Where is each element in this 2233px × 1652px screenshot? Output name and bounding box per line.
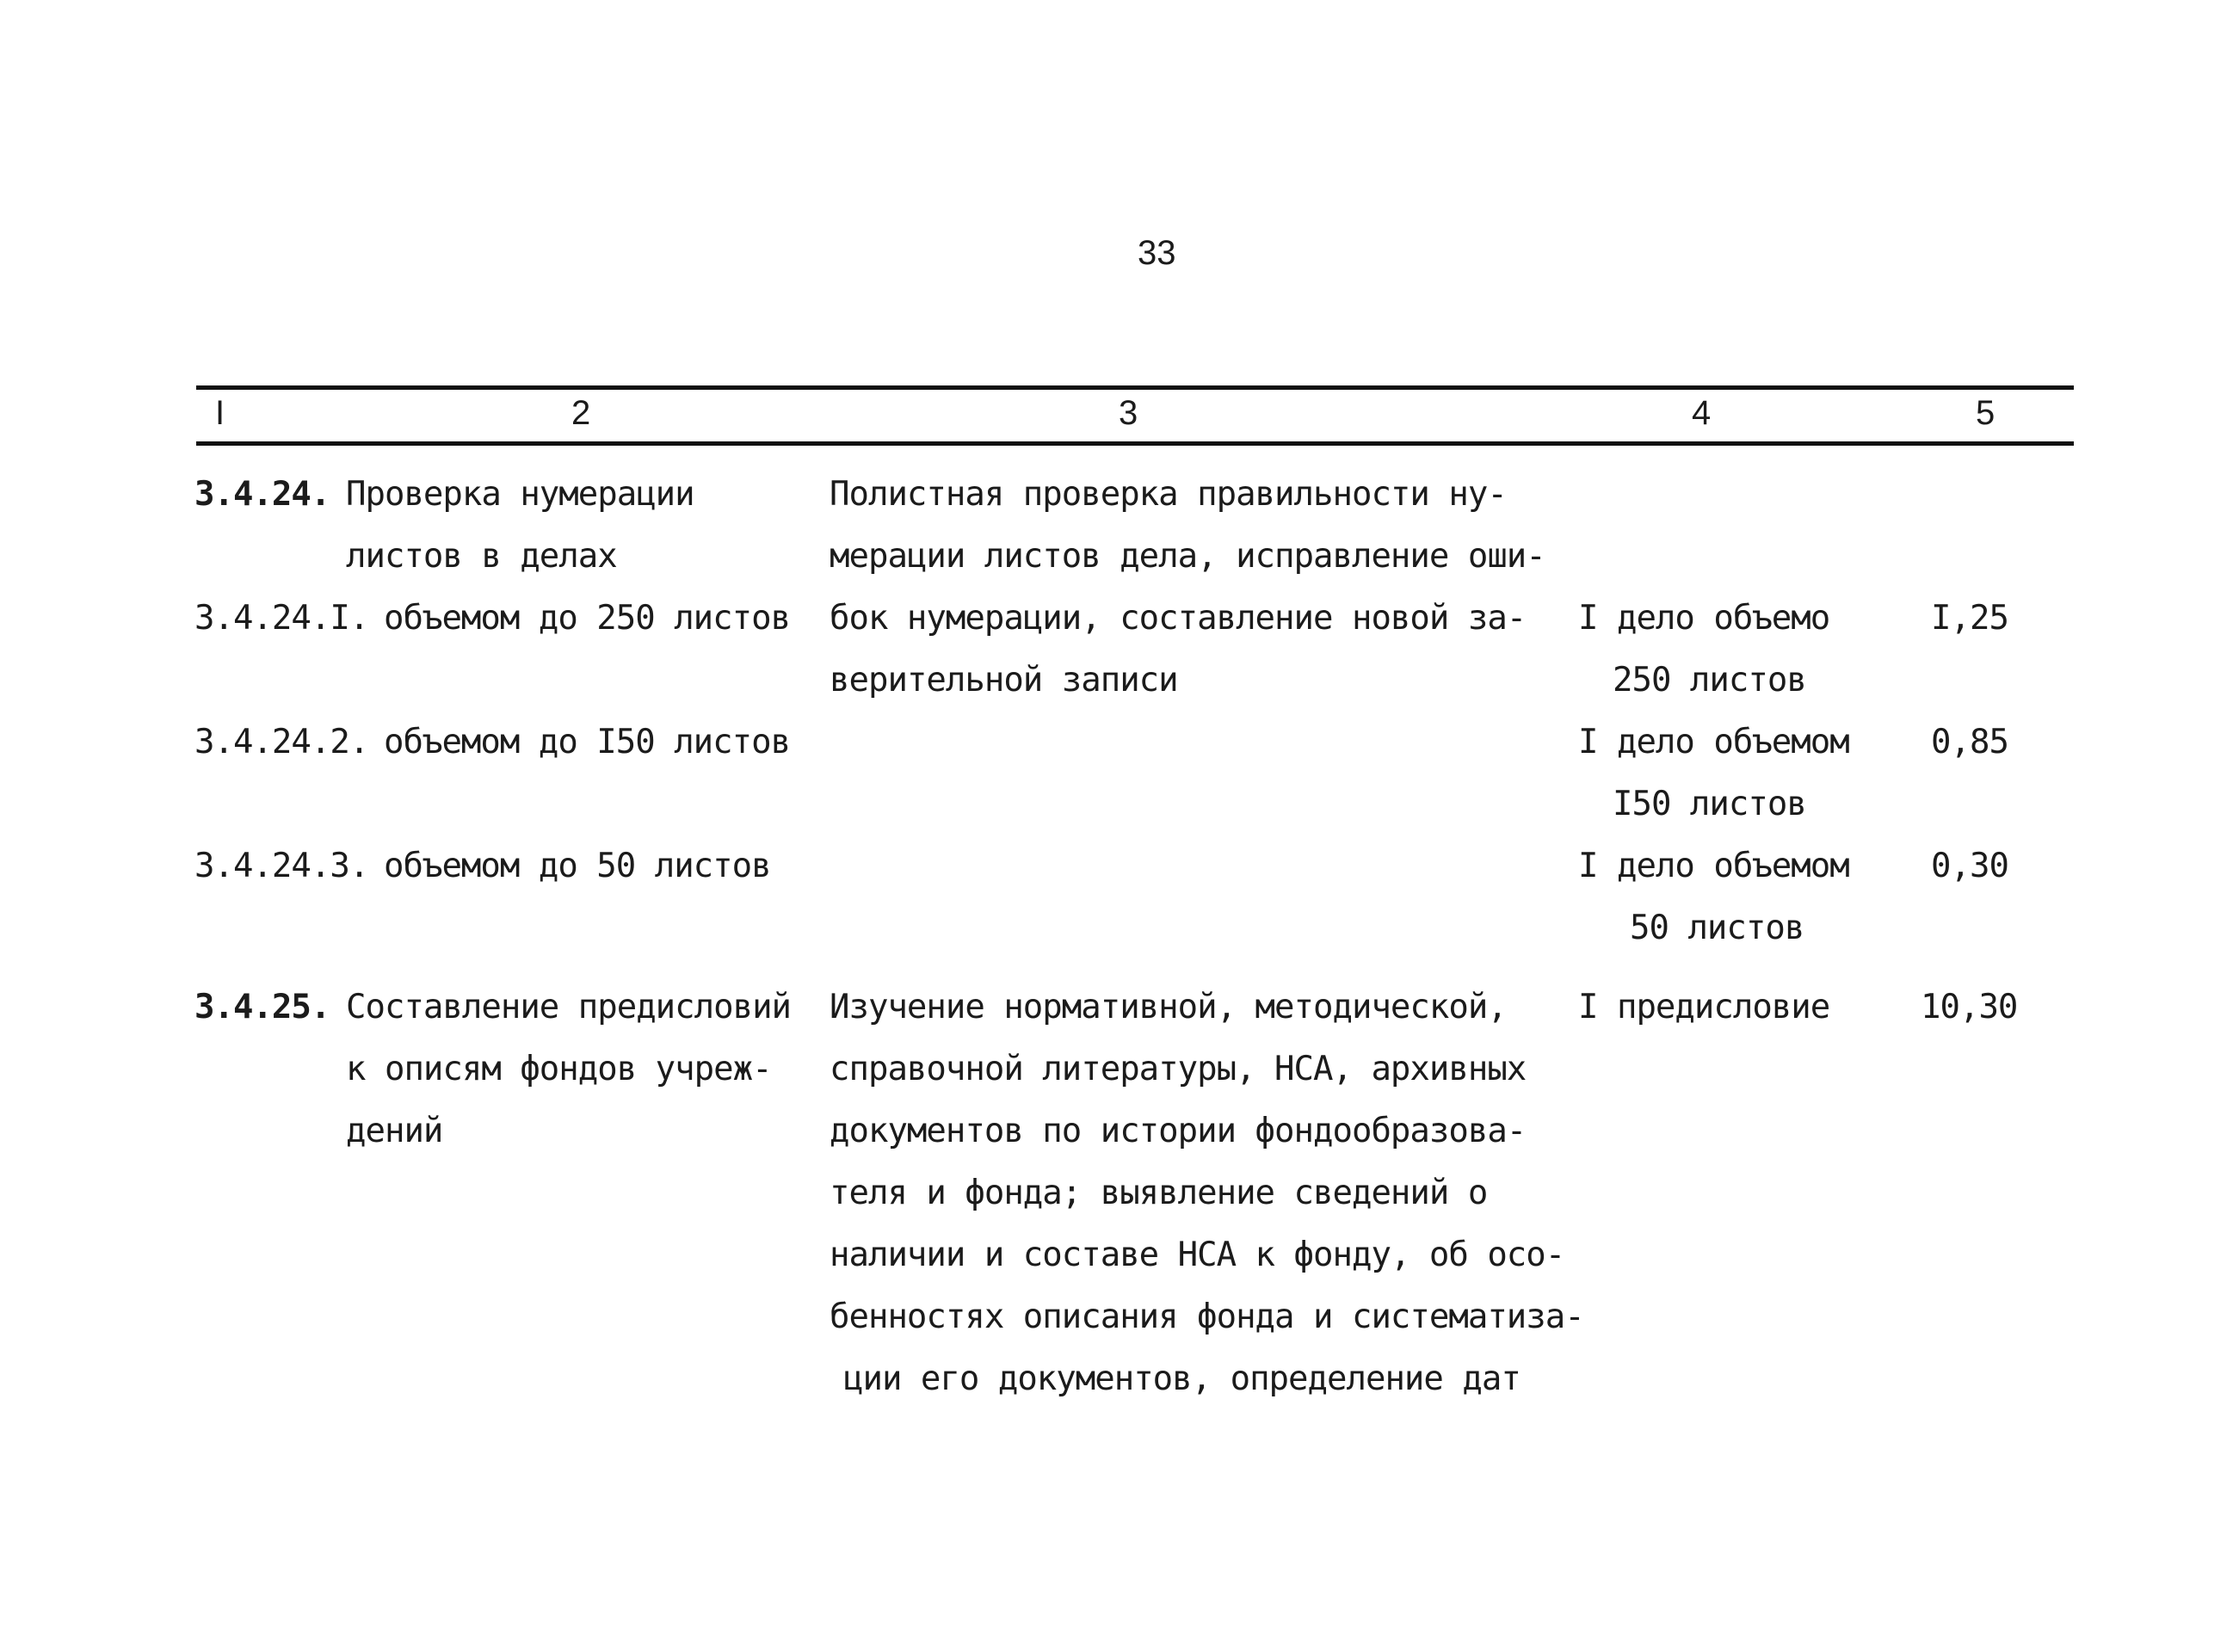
row-norm: 0,30 bbox=[1931, 847, 2008, 885]
row-code: 3.4.24.I. bbox=[194, 599, 369, 638]
row-name: объемом до 50 листов bbox=[384, 847, 771, 885]
column-header-3: 3 bbox=[1119, 394, 1138, 432]
row-description-line: бенностях описания фонда и систематиза- bbox=[830, 1298, 1584, 1336]
row-unit-line: 50 листов bbox=[1630, 909, 1804, 947]
row-description-line: Изучение нормативной, методической, bbox=[830, 988, 1507, 1026]
row-description-line: ции его документов, определение дат bbox=[843, 1359, 1521, 1398]
row-name: объемом до I50 листов bbox=[384, 723, 791, 761]
table-header-rule bbox=[196, 441, 2074, 446]
row-description-line: наличии и составе НСА к фонду, об осо- bbox=[830, 1236, 1565, 1274]
row-name-line: дений bbox=[346, 1112, 443, 1150]
column-header-5: 5 bbox=[1976, 394, 1996, 432]
column-header-1: I bbox=[215, 394, 225, 432]
row-code: 3.4.24. bbox=[194, 475, 330, 514]
row-unit-line: I дело объемо bbox=[1578, 599, 1830, 638]
row-norm: 0,85 bbox=[1931, 723, 2008, 761]
row-name: объемом до 250 листов bbox=[384, 599, 791, 638]
table-top-rule bbox=[196, 385, 2074, 390]
row-description-line: документов по истории фондообразова- bbox=[830, 1112, 1527, 1150]
column-header-4: 4 bbox=[1692, 394, 1712, 432]
row-unit-line: 250 листов bbox=[1613, 661, 1806, 700]
row-description-line: мерации листов дела, исправление оши- bbox=[830, 537, 1545, 576]
row-unit-line: I дело объемом bbox=[1578, 847, 1849, 885]
row-code: 3.4.24.3. bbox=[194, 847, 369, 885]
page-number: 33 bbox=[1138, 234, 1176, 272]
row-description-line: справочной литературы, НСА, архивных bbox=[830, 1050, 1527, 1088]
column-header-2: 2 bbox=[571, 394, 591, 432]
row-unit: I предисловие bbox=[1578, 988, 1830, 1026]
row-description-line: бок нумерации, составление новой за- bbox=[830, 599, 1527, 638]
row-code: 3.4.25. bbox=[194, 988, 330, 1026]
row-description-line: теля и фонда; выявление сведений о bbox=[830, 1174, 1488, 1212]
row-norm: 10,30 bbox=[1921, 988, 2018, 1026]
row-name-line: листов в делах bbox=[346, 537, 617, 576]
row-norm: I,25 bbox=[1931, 599, 2008, 638]
row-unit-line: I50 листов bbox=[1613, 785, 1806, 823]
row-unit-line: I дело объемом bbox=[1578, 723, 1849, 761]
row-description-line: верительной записи bbox=[830, 661, 1178, 700]
row-code: 3.4.24.2. bbox=[194, 723, 369, 761]
row-name-line: Составление предисловий bbox=[346, 988, 792, 1026]
row-name-line: к описям фондов учреж- bbox=[346, 1050, 772, 1088]
row-description-line: Полистная проверка правильности ну- bbox=[830, 475, 1507, 514]
row-name-line: Проверка нумерации bbox=[346, 475, 694, 514]
